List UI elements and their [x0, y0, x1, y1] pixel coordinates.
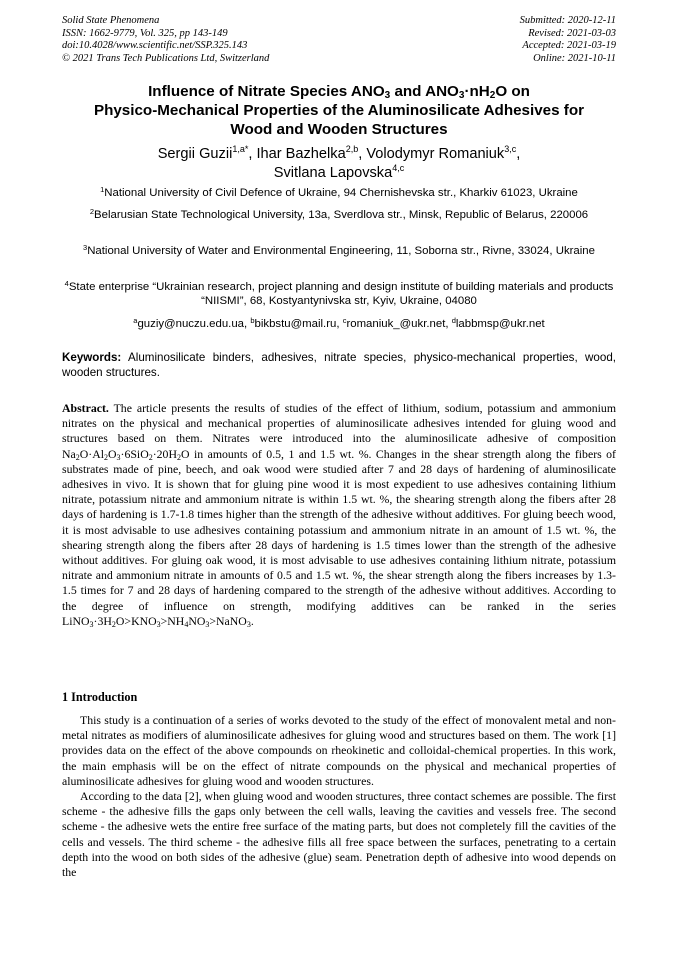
email-link[interactable]: romaniuk_@ukr.net,: [346, 318, 452, 330]
date-online: Online: 2021-10-11: [533, 52, 616, 64]
paragraph: This study is a continuation of a series of works devoted to the study of the effect of monovalent metal and non-metal nitrates as modifiers of aluminosilicate adhesives for gluing wood and structures based on them. The work [1] provides data on the effect of the above compounds on rheokinetic and colloidal-chemical properties. In this work, the main emphasis will be on the effect of nitrate compounds on the physical and mechanical properties of aluminosilicate adhesives for gluing wood and wooden structures.: [62, 713, 616, 788]
affiliation-1: $^1$National University of Civil Defence of Ukraine, 94 Chernishevska str., Kharkiv 61023, Ukraine: [100, 185, 578, 199]
paragraph: According to the data [2], when gluing wood and wooden structures, three contact schemes are possible. The first scheme - the adhesive fills the gaps only between the cell walls, leaving the cavities and vessels free. The second scheme - the adhesive wets the entire free surface of the mating parts, but does not completely fill the cavities of the cells and vessels. The third scheme - the adhesive fills all free space between the surfaces, penetrating to a certain depth into the wood on both sides of the adhesive (glue) seam. Penetration depth of adhesive into wood depends on the: [62, 789, 616, 880]
keywords-text: Aluminosilicate binders, adhesives, nitrate species, physico-mechanical properties, wood, wooden structures.: [62, 351, 616, 379]
abstract: Abstract. The article presents the results of studies of the effect of lithium, sodium, potassium and ammonium nitrates on the physical and mechanical properties of aluminosilicate adhesives intended for gluing wood and structures based on them. Nitrates were introduced into the aluminosilicate adhesive of composition $Na_2O\cdot Al_2O_3\cdot 6SiO_2\cdot 20H_2O$ in amounts of 0.5, 1 and 1.5 wt. %. Changes in the shear strength along the fibers of substrates made of pine, beech, and oak wood were studied after 7 and 28 days of hardening of aluminosilicate adhesives in vivo. It is shown that for gluing pine wood it is most expedient to use adhesives containing lithium nitrate, potassium nitrate and ammonium nitrate is within 1.5 wt. %, the shearing strength along the fibers after 28 days of hardening is 1.7-1.8 times higher than the strength of the adhesive without additives. For gluing beech wood, it is most advisable to use adhesives containing potassium and ammonium nitrate in an amount of 1.5 wt. %, the shearing strength along the fibers after 28 days of hardening is 1.5 times lower than the strength of the adhesive without additives. For gluing oak wood, it is most advisable to use adhesives containing lithium nitrate, potassium nitrate and ammonium nitrate in amounts of 0.5 and 1.5 wt. %, the shear strength along the fibers increases by 1.3-1.5 times for 7 and 28 days of hardening compared to the strength of the adhesive without additives. According to the degree of influence on strength, modifying additives can be ranked in the series $LiNO_3\cdot 3H_2O>KNO_3>NH_4NO_3>NaNO_3$.: [62, 401, 616, 629]
affiliation-2: $^2$Belarusian State Technological University, 13a, Sverdlova str., Minsk, Republic of Belarus, 220006: [89, 207, 589, 221]
date-accepted: Accepted: 2021-03-19: [522, 40, 616, 52]
publication-dates: [520, 15, 616, 65]
author-affiliation-mark: 1,a*: [232, 144, 249, 154]
paper-title: [62, 82, 616, 139]
email-link[interactable]: guziy@nuczu.edu.ua,: [137, 318, 251, 330]
author-affiliation-mark: 2,b: [345, 144, 359, 154]
author-list: Sergii Guzii$^{1,a*}$, Ihar Bazhelka$^{2,b}$, Volodymyr Romaniuk$^{3,c}$, Svitlana Lapovska$^{4,c}$: [157, 144, 521, 181]
title-line-3: Wood and Wooden Structures: [230, 121, 448, 138]
date-revised: Revised: 2021-03-03: [528, 27, 616, 39]
author-name: Sergii Guzii: [157, 146, 233, 162]
title-line-2: Physico-Mechanical Properties of the Aluminosilicate Adhesives for: [93, 102, 585, 119]
author-name: Ihar Bazhelka: [256, 146, 346, 162]
keywords: [62, 350, 616, 380]
keywords-label: Keywords:: [62, 351, 122, 364]
journal-info: [62, 15, 269, 65]
date-submitted: Submitted: 2020-12-11: [519, 15, 616, 26]
author-affiliation-mark: 3,c: [504, 144, 517, 154]
email-list: $^a$guziy@nuczu.edu.ua, $^b$bikbstu@mail.ru, $^c$romaniuk_@ukr.net, $^d$labbmsp@ukr.net: [133, 316, 545, 330]
journal-doi: doi:10.4028/www.scientific.net/SSP.325.143: [62, 40, 248, 52]
journal-copyright: © 2021 Trans Tech Publications Ltd, Switzerland: [62, 52, 270, 64]
author-affiliation-mark: 4,c: [392, 162, 405, 173]
affiliation-4: $^4$State enterprise “Ukrainian research, project planning and design institute of building materials and products “NIISMI”, 68, Kostyantynivska str, Kyiv, Ukraine, 04080: [64, 279, 614, 308]
abstract-label: Abstract.: [62, 401, 109, 415]
journal-issn: ISSN: 1662-9779, Vol. 325, pp 143-149: [62, 27, 228, 39]
author-name: Svitlana Lapovska: [273, 164, 393, 181]
email-link[interactable]: labbmsp@ukr.net: [455, 318, 545, 330]
journal-name: Solid State Phenomena: [62, 15, 160, 26]
introduction-body: [62, 713, 616, 880]
title-line-1: Influence of Nitrate Species $ANO_3$ and $ANO_3\cdot nH_2O$ on: [148, 83, 530, 101]
author-name: Volodymyr Romaniuk: [366, 146, 505, 162]
section-heading-introduction: 1 Introduction: [62, 690, 138, 704]
email-link[interactable]: bikbstu@mail.ru,: [254, 318, 343, 330]
affiliation-3: $^3$National University of Water and Environmental Engineering, 11, Soborna str., Rivne, 33024, Ukraine: [83, 243, 595, 257]
